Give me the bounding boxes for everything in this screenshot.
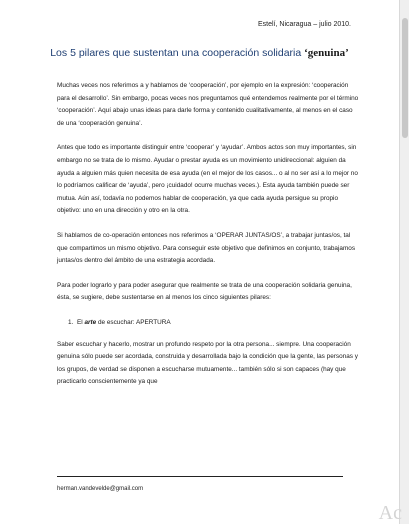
document-title xyxy=(0,47,399,59)
footer-divider xyxy=(57,476,343,477)
list-text-emphasis: arte xyxy=(84,318,97,326)
vertical-scrollbar[interactable] xyxy=(399,0,409,524)
paragraph: Para poder lograrlo y para poder asegurar que realmente se trata de una cooperación solidaria genuina, ésta, se sugiere, debe sustentarse en al menos los cinco siguientes pilares: xyxy=(57,281,352,302)
document-body xyxy=(57,80,359,401)
title-highlight: ‘genuina’ xyxy=(304,47,349,59)
title-text: Los 5 pilares que sustentan una cooperación solidaria xyxy=(50,47,305,59)
paragraph: Saber escuchar y hacerlo, mostrar un profundo respeto por la otra persona... siempre. Una cooperación genuina sólo puede ser acordada, construida y desarrollada bajo la condición que la gente, las personas y los grupos, de verdad se disponen a escucharse mutuamente... también sólo si son capaces (hay que practicarlo conscientemente ya que xyxy=(57,340,358,386)
list-text-post: de escuchar: APERTURA xyxy=(96,318,171,326)
paragraph: Muchas veces nos referimos a y hablamos de ‘cooperación’, por ejemplo en la expresión: ‘cooperación para el desarrollo’. Sin embargo, pocas veces nos preguntamos qué entendemos realmente por el término ‘cooperación’. Aquí abajo unas ideas para darle forma y contenido cualitativamente, al menos en el caso de una ‘cooperación genuina’. xyxy=(57,82,359,127)
list-number: 1. xyxy=(68,318,74,326)
footer-email: herman.vandevelde@gmail.com xyxy=(57,486,144,492)
paragraph: Si hablamos de co-operación entonces nos referimos a ‘OPERAR JUNTAS/OS’, a trabajar juntas/os, tal que compartimos un mismo objetivo. Para conseguir este objetivo que definimos en conjunto, trabajamos juntas/os dentro del ámbito de una estrategia acordada. xyxy=(57,231,356,265)
paragraph: Antes que todo es importante distinguir entre ‘cooperar’ y ‘ayudar’. Ambos actos son muy importantes, sin embargo no se trata de lo mismo. Ayudar o prestar ayuda es un movimiento unidireccional: alguien da ayuda a alguien más quien necesita de esa ayuda (en el mejor de los casos... o al no ser así a lo mejor no lo podríamos calificar de ‘ayuda’, pero ¡cuidado! ocurre muchas veces.). Esta ayuda también puede ser mutua. Aún así, todavía no podemos hablar de cooperación, ya que cada ayuda persigue su propio objetivo: uno en una dirección y otro en la otra. xyxy=(57,144,358,215)
numbered-list-item xyxy=(57,317,359,330)
list-text-pre: El xyxy=(77,318,85,326)
scrollbar-thumb[interactable] xyxy=(402,18,408,138)
watermark-text: Ac xyxy=(378,502,402,524)
place-date: Estelí, Nicaragua – julio 2010. xyxy=(258,21,351,28)
